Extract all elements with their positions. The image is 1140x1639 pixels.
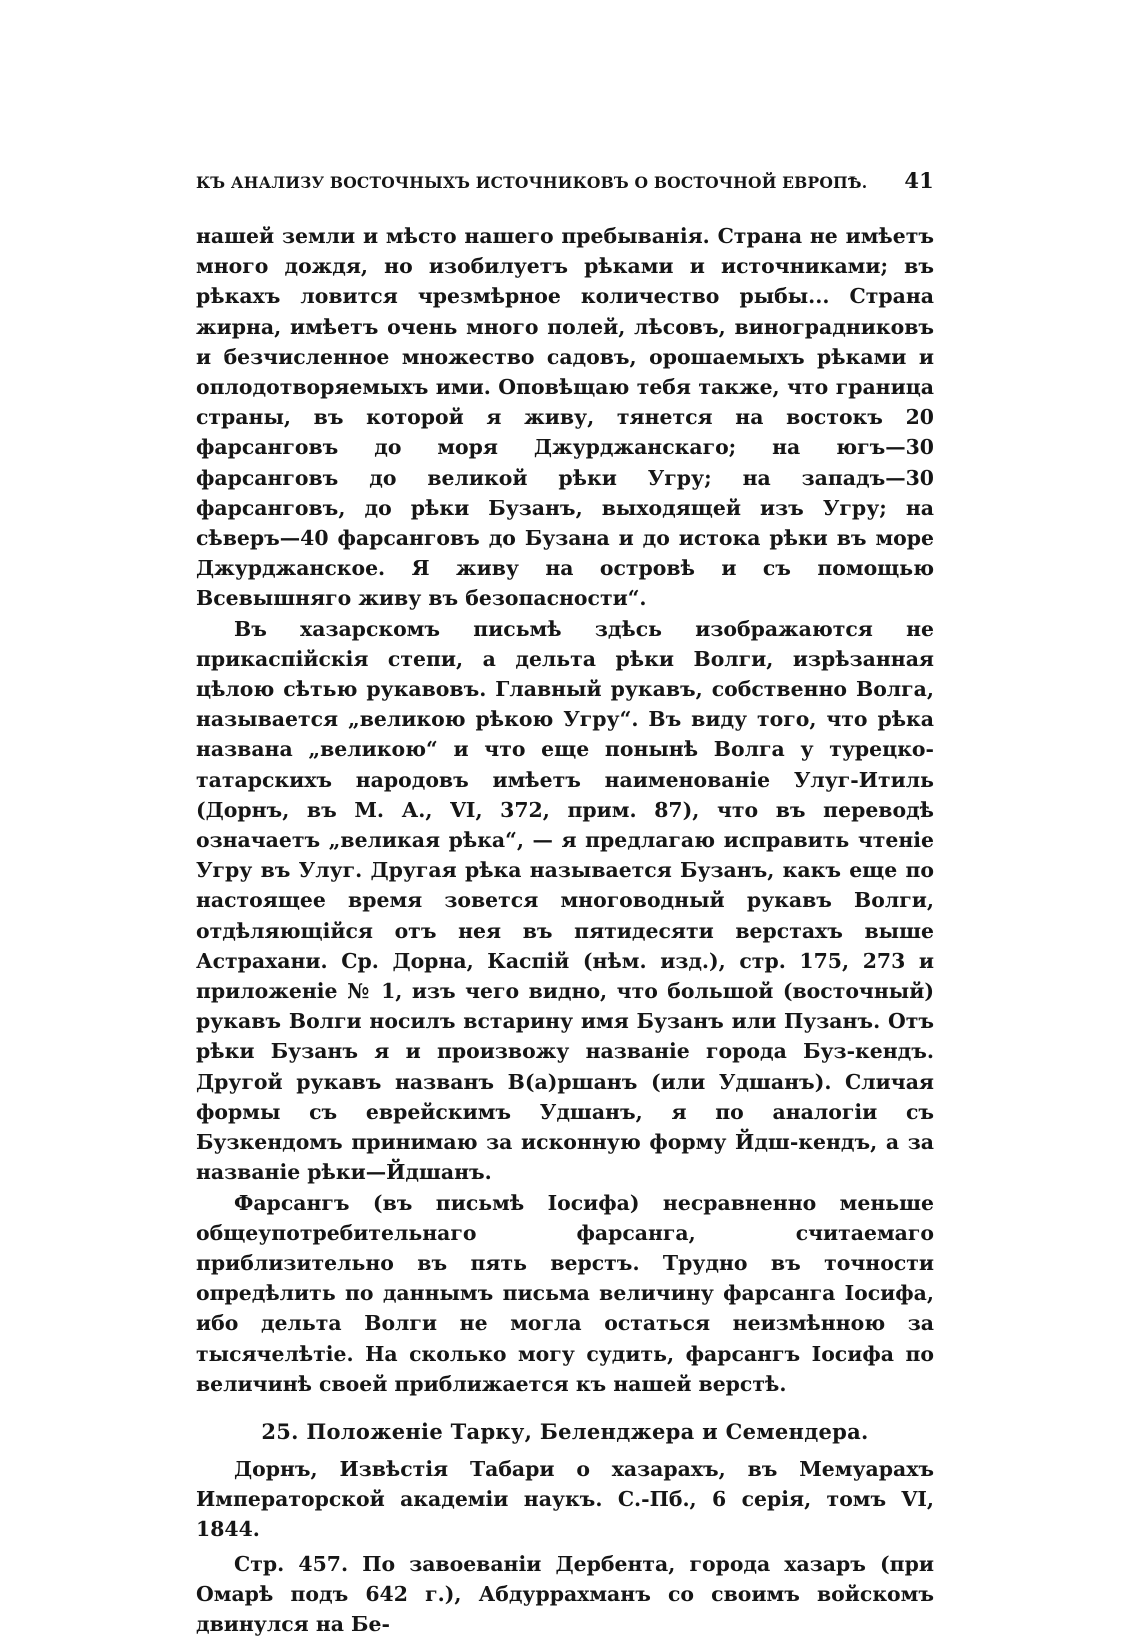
section-heading: 25. Положеніе Тарку, Беленджера и Семендера. xyxy=(261,1418,869,1444)
book-page xyxy=(196,168,934,1639)
paragraph-continued: нашей земли и мѣсто нашего пребыванія. Страна не имѣетъ много дождя, но изобилуетъ рѣками и источниками; въ рѣкахъ ловится чрезмѣрное количество рыбы... Страна жирна, имѣетъ очень много полей, лѣсовъ, виноградниковъ и безчисленное множество садовъ, орошаемыхъ рѣками и оплодотворяемыхъ ими. Оповѣщаю тебя также, что граница страны, въ которой я живу, тянется на востокъ 20 фарсанговъ до моря Джурджанскаго; на югъ—30 фарсанговъ до великой рѣки Угру; на западъ—30 фарсанговъ, до рѣки Бузанъ, выходящей изъ Угру; на сѣверъ—40 фарсанговъ до Бузана и до истока рѣки въ море Джурджанское. Я живу на островѣ и съ помощью Всевышняго живу въ безопасности“. xyxy=(196,224,934,611)
paragraph: Въ хазарскомъ письмѣ здѣсь изображаются не прикаспійскія степи, а дельта рѣки Волги, изрѣзанная цѣлою сѣтью рукавовъ. Главный рукавъ, собственно Волга, называется „великою рѣкою Угру“. Въ виду того, что рѣка названа „великою“ и что еще понынѣ Волга у турецко-татарскихъ народовъ имѣетъ наименованіе Улуг-Итиль (Дорнъ, въ М. А., VI, 372, прим. 87), что въ переводѣ означаетъ „великая рѣка“, — я предлагаю исправить чтеніе Угру въ Улуг. Другая рѣка называется Бузанъ, какъ еще по настоящее время зовется многоводный рукавъ Волги, отдѣляющійся отъ нея въ пятидесяти верстахъ выше Астрахани. Ср. Дорна, Каспій (нѣм. изд.), стр. 175, 273 и приложеніе № 1, изъ чего видно, что большой (восточный) рукавъ Волги носилъ встарину имя Бузанъ или Пузанъ. Отъ рѣки Бузанъ я и произвожу названіе города Буз-кендъ. Другой рукавъ названъ В(а)ршанъ (или Удшанъ). Сличая формы съ еврейскимъ Удшанъ, я по аналогіи съ Бузкендомъ принимаю за исконную форму Йдш-кендъ, а за названіе рѣки—Йдшанъ. xyxy=(196,616,934,1185)
paragraph: Стр. 457. По завоеваніи Дербента, города хазаръ (при Омарѣ подъ 642 г.), Абдуррахманъ со своимъ войскомъ двинулся на Бе- xyxy=(196,1551,934,1636)
running-header xyxy=(196,168,934,193)
paragraph: Фарсангъ (въ письмѣ Іосифа) несравненно меньше общеупотребительнаго фарсанга, считаемаго приблизительно въ пять верстъ. Трудно въ точности опредѣлить по даннымъ письма величину фарсанга Іосифа, ибо дельта Волги не могла остаться неизмѣнною за тысячелѣтіе. На сколько могу судить, фарсангъ Іосифа по величинѣ своей приближается къ нашей верстѣ. xyxy=(196,1190,934,1396)
page-number: 41 xyxy=(904,168,934,193)
running-title: КЪ АНАЛИЗУ ВОСТОЧНЫХЪ ИСТОЧНИКОВЪ О ВОСТОЧНОЙ ЕВРОПѢ. xyxy=(196,173,868,192)
bibliographic-reference: Дорнъ, Извѣстія Табари о хазарахъ, въ Мемуарахъ Императорской академіи наукъ. С.-Пб., 6 серія, томъ VI, 1844. xyxy=(196,1456,934,1542)
